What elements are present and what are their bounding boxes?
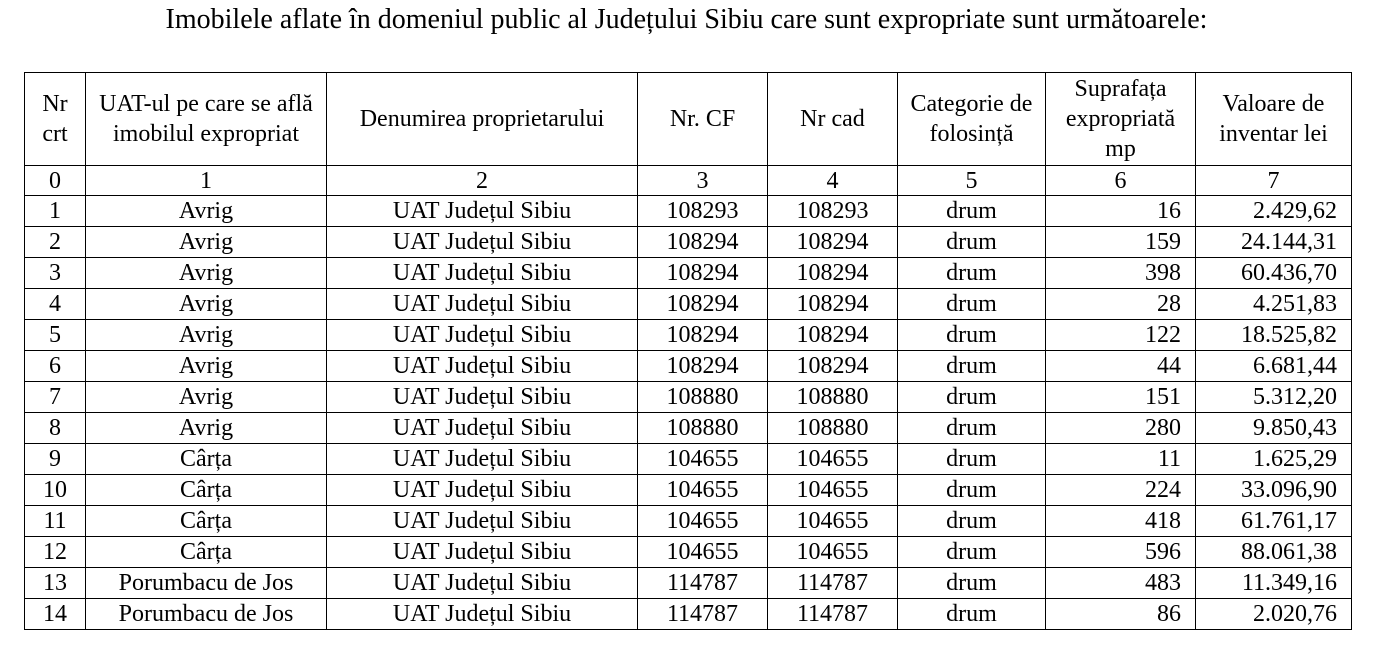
column-number: 5 [898, 166, 1046, 196]
cell-uat: Cârța [86, 444, 327, 475]
column-number: 6 [1046, 166, 1196, 196]
table-row [25, 289, 1352, 320]
cell-value: 88.061,38 [1196, 537, 1352, 568]
cell-nr-crt: 8 [25, 413, 86, 444]
table-row [25, 599, 1352, 630]
cell-uat: Avrig [86, 351, 327, 382]
cell-nr-crt: 13 [25, 568, 86, 599]
cell-nr-crt: 9 [25, 444, 86, 475]
table-row [25, 320, 1352, 351]
cell-nr-crt: 5 [25, 320, 86, 351]
cell-value: 24.144,31 [1196, 227, 1352, 258]
cell-nr-cad: 108294 [768, 227, 898, 258]
column-number: 7 [1196, 166, 1352, 196]
cell-nr-cf: 104655 [638, 475, 768, 506]
table-row [25, 382, 1352, 413]
cell-nr-cf: 114787 [638, 599, 768, 630]
cell-area: 398 [1046, 258, 1196, 289]
cell-nr-crt: 1 [25, 196, 86, 227]
cell-nr-cad: 114787 [768, 599, 898, 630]
cell-nr-cad: 108880 [768, 413, 898, 444]
cell-uat: Avrig [86, 413, 327, 444]
cell-owner: UAT Județul Sibiu [327, 568, 638, 599]
cell-area: 44 [1046, 351, 1196, 382]
cell-nr-cad: 108293 [768, 196, 898, 227]
cell-area: 11 [1046, 444, 1196, 475]
header-nr-crt: Nr crt [25, 73, 86, 166]
table-row [25, 258, 1352, 289]
cell-uat: Avrig [86, 258, 327, 289]
cell-nr-cf: 104655 [638, 506, 768, 537]
table-row [25, 196, 1352, 227]
cell-value: 2.429,62 [1196, 196, 1352, 227]
table-row [25, 227, 1352, 258]
cell-nr-crt: 6 [25, 351, 86, 382]
document-title: Imobilele aflate în domeniul public al Județului Sibiu care sunt expropriate sunt următoarele: [165, 4, 1208, 35]
cell-uat: Avrig [86, 320, 327, 351]
table-header-row [25, 73, 1352, 166]
cell-owner: UAT Județul Sibiu [327, 196, 638, 227]
cell-nr-cf: 104655 [638, 444, 768, 475]
cell-nr-cad: 104655 [768, 444, 898, 475]
cell-uat: Porumbacu de Jos [86, 568, 327, 599]
cell-area: 151 [1046, 382, 1196, 413]
cell-category: drum [898, 258, 1046, 289]
cell-value: 4.251,83 [1196, 289, 1352, 320]
cell-nr-cf: 108294 [638, 258, 768, 289]
table-row [25, 568, 1352, 599]
cell-nr-crt: 12 [25, 537, 86, 568]
cell-nr-cf: 108293 [638, 196, 768, 227]
cell-value: 2.020,76 [1196, 599, 1352, 630]
cell-nr-cf: 108294 [638, 227, 768, 258]
cell-area: 28 [1046, 289, 1196, 320]
column-number: 4 [768, 166, 898, 196]
header-owner: Denumirea proprietarului [327, 73, 638, 166]
header-category: Categorie de folosință [898, 73, 1046, 166]
cell-owner: UAT Județul Sibiu [327, 382, 638, 413]
cell-nr-cf: 108880 [638, 382, 768, 413]
table-row [25, 475, 1352, 506]
cell-category: drum [898, 289, 1046, 320]
cell-nr-crt: 7 [25, 382, 86, 413]
cell-owner: UAT Județul Sibiu [327, 537, 638, 568]
cell-owner: UAT Județul Sibiu [327, 351, 638, 382]
cell-uat: Avrig [86, 289, 327, 320]
cell-area: 224 [1046, 475, 1196, 506]
cell-value: 1.625,29 [1196, 444, 1352, 475]
cell-nr-crt: 10 [25, 475, 86, 506]
cell-owner: UAT Județul Sibiu [327, 227, 638, 258]
cell-category: drum [898, 351, 1046, 382]
cell-owner: UAT Județul Sibiu [327, 475, 638, 506]
cell-nr-crt: 2 [25, 227, 86, 258]
cell-nr-cf: 104655 [638, 537, 768, 568]
cell-owner: UAT Județul Sibiu [327, 289, 638, 320]
cell-nr-crt: 4 [25, 289, 86, 320]
cell-owner: UAT Județul Sibiu [327, 413, 638, 444]
cell-category: drum [898, 475, 1046, 506]
column-number: 1 [86, 166, 327, 196]
cell-nr-crt: 11 [25, 506, 86, 537]
cell-uat: Porumbacu de Jos [86, 599, 327, 630]
cell-nr-cad: 114787 [768, 568, 898, 599]
cell-value: 61.761,17 [1196, 506, 1352, 537]
cell-category: drum [898, 382, 1046, 413]
cell-owner: UAT Județul Sibiu [327, 506, 638, 537]
cell-area: 159 [1046, 227, 1196, 258]
cell-category: drum [898, 568, 1046, 599]
header-uat: UAT-ul pe care se află imobilul expropriat [86, 73, 327, 166]
column-number: 0 [25, 166, 86, 196]
cell-value: 11.349,16 [1196, 568, 1352, 599]
cell-owner: UAT Județul Sibiu [327, 444, 638, 475]
header-value: Valoare de inventar lei [1196, 73, 1352, 166]
table-row [25, 351, 1352, 382]
cell-nr-cad: 104655 [768, 537, 898, 568]
cell-category: drum [898, 444, 1046, 475]
column-number: 3 [638, 166, 768, 196]
cell-nr-cf: 108880 [638, 413, 768, 444]
cell-uat: Avrig [86, 382, 327, 413]
cell-category: drum [898, 537, 1046, 568]
cell-nr-cf: 108294 [638, 351, 768, 382]
cell-category: drum [898, 320, 1046, 351]
cell-value: 9.850,43 [1196, 413, 1352, 444]
cell-area: 418 [1046, 506, 1196, 537]
cell-area: 596 [1046, 537, 1196, 568]
cell-area: 86 [1046, 599, 1196, 630]
table-row [25, 444, 1352, 475]
cell-uat: Cârța [86, 475, 327, 506]
cell-category: drum [898, 599, 1046, 630]
cell-nr-cad: 108294 [768, 258, 898, 289]
column-number-row [25, 166, 1352, 196]
cell-category: drum [898, 413, 1046, 444]
cell-uat: Avrig [86, 196, 327, 227]
header-nr-cad: Nr cad [768, 73, 898, 166]
cell-value: 60.436,70 [1196, 258, 1352, 289]
cell-value: 33.096,90 [1196, 475, 1352, 506]
cell-nr-cf: 108294 [638, 320, 768, 351]
cell-nr-cad: 108294 [768, 289, 898, 320]
cell-nr-cf: 108294 [638, 289, 768, 320]
cell-uat: Cârța [86, 506, 327, 537]
cell-value: 18.525,82 [1196, 320, 1352, 351]
cell-nr-cad: 104655 [768, 506, 898, 537]
cell-value: 5.312,20 [1196, 382, 1352, 413]
cell-nr-crt: 3 [25, 258, 86, 289]
cell-category: drum [898, 506, 1046, 537]
table-row [25, 506, 1352, 537]
column-number: 2 [327, 166, 638, 196]
cell-category: drum [898, 196, 1046, 227]
cell-area: 122 [1046, 320, 1196, 351]
cell-uat: Cârța [86, 537, 327, 568]
cell-owner: UAT Județul Sibiu [327, 599, 638, 630]
cell-uat: Avrig [86, 227, 327, 258]
cell-nr-cad: 108880 [768, 382, 898, 413]
cell-owner: UAT Județul Sibiu [327, 320, 638, 351]
expropriation-table [24, 72, 1352, 630]
cell-nr-cad: 108294 [768, 320, 898, 351]
cell-area: 280 [1046, 413, 1196, 444]
cell-area: 16 [1046, 196, 1196, 227]
cell-nr-crt: 14 [25, 599, 86, 630]
table-row [25, 537, 1352, 568]
table-row [25, 413, 1352, 444]
header-area: Suprafața expropriată mp [1046, 73, 1196, 166]
cell-nr-cad: 104655 [768, 475, 898, 506]
cell-value: 6.681,44 [1196, 351, 1352, 382]
cell-nr-cf: 114787 [638, 568, 768, 599]
cell-owner: UAT Județul Sibiu [327, 258, 638, 289]
cell-category: drum [898, 227, 1046, 258]
cell-nr-cad: 108294 [768, 351, 898, 382]
header-nr-cf: Nr. CF [638, 73, 768, 166]
cell-area: 483 [1046, 568, 1196, 599]
